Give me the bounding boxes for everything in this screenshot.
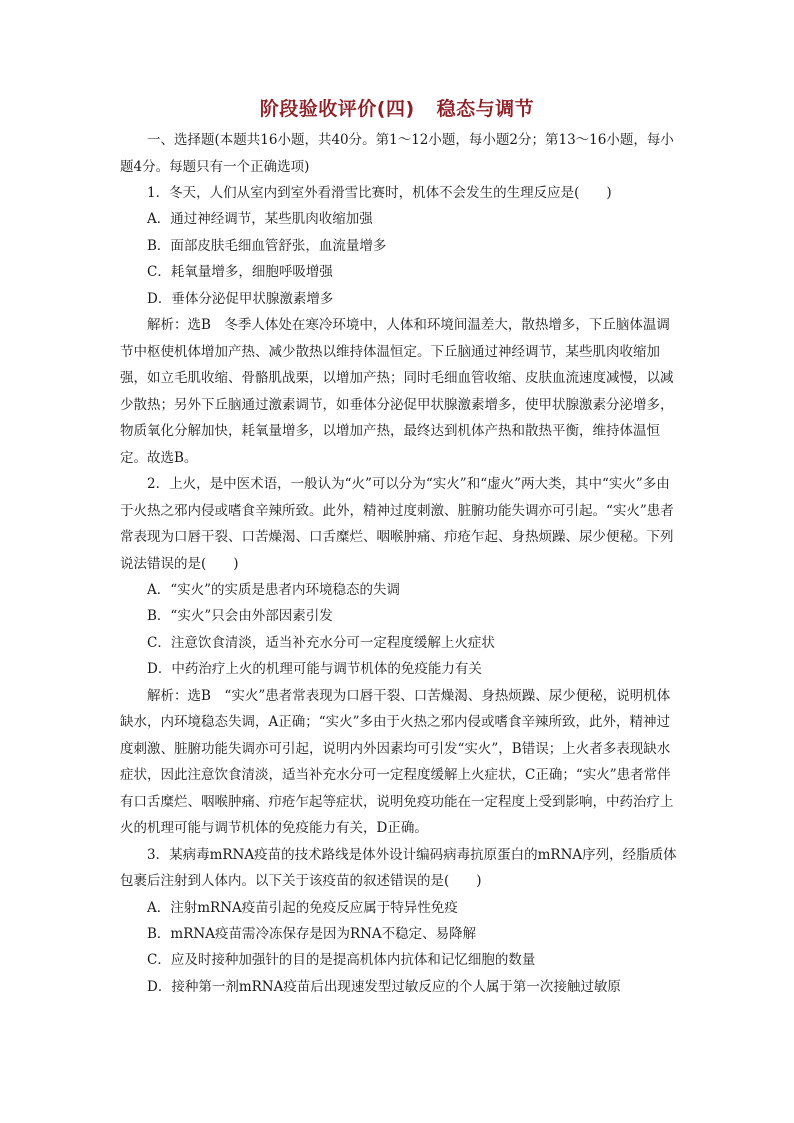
page-title	[0, 94, 794, 121]
question-3-option-d: D．接种第一剂mRNA疫苗后出现速发型过敏反应的个人属于第一次接触过敏原	[147, 978, 621, 995]
question-1-stem: 1．冬天，人们从室内到室外看滑雪比赛时，机体不会发生的生理反应是( )	[147, 185, 612, 201]
question-1-option-c: C．耗氧量增多，细胞呼吸增强	[147, 264, 333, 281]
question-3-option-a: A．注射mRNA疫苗引起的免疫反应属于特异性免疫	[147, 899, 458, 916]
question-2-option-b: B．“实火”只会由外部因素引发	[147, 608, 333, 625]
title-part2: 稳态与调节	[436, 98, 535, 120]
question-2-option-c: C．注意饮食清淡，适当补充水分可一定程度缓解上火症状	[147, 634, 495, 651]
question-3-option-c: C．应及时接种加强针的目的是提高机体内抗体和记忆细胞的数量	[147, 952, 536, 969]
question-3-stem: 3．某病毒mRNA疫苗的技术路线是体外设计编码病毒抗原蛋白的mRNA序列，经脂质体包裹后注射到人体内。以下关于该疫苗的叙述错误的是( )	[120, 846, 677, 890]
question-2-stem: 2．上火，是中医术语，一般认为“火”可以分为“实火”和“虚火”两大类，其中“实火”多由于火热之邪内侵或嗜食辛辣所致。此外，精神过度刺激、脏腑功能失调亦可引起。“实火”患者常表现为口唇干裂、口苦燥渴、口舌糜烂、咽喉肿痛、疖疮乍起、身热烦躁、尿少便秘。下列说法错误的是( )	[120, 476, 674, 572]
document-body	[120, 127, 682, 1000]
question-1-analysis: 解析：选B 冬季人体处在寒冷环境中，人体和环境间温差大，散热增多，下丘脑体温调节中枢使机体增加产热、减少散热以维持体温恒定。下丘脑通过神经调节，某些肌肉收缩加强，如立毛肌收缩、骨骼肌战栗，以增加产热；同时毛细血管收缩、皮肤血流速度减慢，以减少散热；另外下丘脑通过激素调节，如垂体分泌促甲状腺激素增多，使甲状腺激素分泌增多，物质氧化分解加快，耗氧量增多，以增加产热，最终达到机体产热和散热平衡，维持体温恒定。故选B。	[120, 317, 674, 466]
title-part1: 阶段验收评价(四)	[259, 98, 415, 120]
question-2-analysis: 解析：选B “实火”患者常表现为口唇干裂、口苦燥渴、身热烦躁、尿少便秘，说明机体缺水，内环境稳态失调，A正确；“实火”多由于火热之邪内侵或嗜食辛辣所致，此外，精神过度刺激、脏腑功能失调亦可引起，说明内外因素均可引发“实火”，B错误；上火者多表现缺水症状，因此注意饮食清淡，适当补充水分可一定程度缓解上火症状，C正确；“实火”患者常伴有口舌糜烂、咽喉肿痛、疖疮乍起等症状，说明免疫功能在一定程度上受到影响，中药治疗上火的机理可能与调节机体的免疫能力有关，D正确。	[120, 687, 674, 837]
question-2-option-d: D．中药治疗上火的机理可能与调节机体的免疫能力有关	[147, 661, 482, 678]
question-1-option-b: B．面部皮肤毛细血管舒张，血流量增多	[147, 237, 387, 254]
question-1-option-a: A．通过神经调节，某些肌肉收缩加强	[147, 211, 373, 228]
question-1-option-d: D．垂体分泌促甲状腺激素增多	[147, 290, 334, 307]
section-header: 一、选择题(本题共16小题，共40分。第1～12小题，每小题2分；第13～16小题，每小题4分。每题只有一个正确选项)	[120, 132, 674, 175]
question-2-option-a: A．“实火”的实质是患者内环境稳态的失调	[147, 582, 401, 599]
question-3-option-b: B．mRNA疫苗需冷冻保存是因为RNA不稳定、易降解	[147, 926, 477, 943]
